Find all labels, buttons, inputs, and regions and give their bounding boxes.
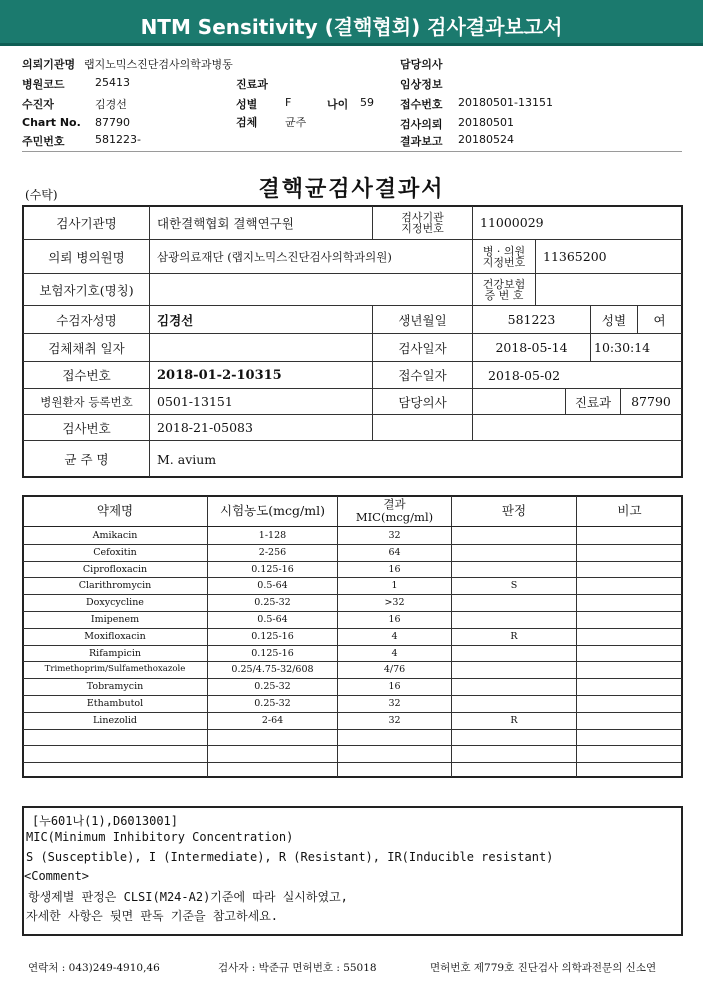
specimen-label: 검체 (236, 116, 258, 129)
concentration-header: 시험농도(mcg/ml) (220, 503, 325, 518)
concentration-cell: 0.5-64 (257, 580, 288, 592)
sex-label: 성별 (236, 98, 258, 111)
report-title: NTM Sensitivity (결핵협회) 검사결과보고서 (140, 15, 563, 39)
concentration-cell: 0.125-16 (251, 647, 294, 659)
receipt-date-value: 2018-05-02 (488, 367, 561, 383)
health-insurance-label: 건강보험 증 번 호 (482, 277, 526, 302)
id-label: 주민번호 (22, 135, 65, 148)
result-report-value: 20180524 (458, 133, 514, 146)
test-date-value: 2018-05-14 (495, 340, 568, 355)
test-request-value: 20180501 (458, 116, 514, 129)
mic-cell: 16 (388, 563, 401, 575)
mic-cell: 4 (391, 647, 398, 659)
sex-value-cell: 여 (653, 312, 666, 328)
reg-no-label: 병원환자 등록번호 (40, 394, 133, 409)
test-no-label: 검사번호 (62, 420, 111, 436)
patient-label: 수진자 (22, 98, 54, 111)
lab-name-value: 대한결핵협회 결핵연구원 (157, 215, 294, 231)
drug-name-cell: Amikacin (92, 530, 138, 541)
dept-value-cell: 87790 (631, 394, 671, 409)
mic-cell: 4 (391, 630, 398, 642)
receipt-tag: (수탁) (25, 188, 58, 202)
drug-name-cell: Cefoxitin (93, 546, 137, 558)
hospital-id-label: 병 · 의원 지정번호 (482, 244, 526, 269)
patient-name-label: 수검자성명 (56, 312, 117, 328)
concentration-cell: 2-256 (258, 546, 287, 558)
receipt-date-label: 접수일자 (398, 368, 447, 383)
test-time-value: 10:30:14 (594, 340, 651, 355)
concentration-cell: 0.125-16 (251, 563, 294, 575)
sex-label-cell: 성별 (601, 312, 627, 328)
chart-value: 87790 (95, 116, 130, 129)
chart-label: Chart No. (22, 116, 81, 129)
footer-contact: 연락처 : 043)249-4910,46 (28, 962, 160, 974)
mic-cell: 32 (388, 530, 401, 541)
note-comment-2: 자세한 사항은 뒷면 판독 기준을 참고하세요. (26, 909, 279, 923)
remark-header: 비고 (617, 503, 642, 518)
lab-name-label: 검사기관명 (56, 215, 117, 231)
assigned-doctor-value (480, 389, 564, 414)
judgment-cell: R (510, 714, 518, 726)
assigned-doctor-label: 담당의사 (398, 394, 447, 410)
patient-name-value: 김경선 (157, 312, 194, 328)
hospital-code-value: 25413 (95, 76, 130, 89)
mic-cell: 32 (388, 698, 401, 709)
receipt-no-value-cell: 2018-01-2-10315 (157, 367, 282, 383)
judgment-cell: R (510, 630, 518, 642)
drug-name-cell: Moxifloxacin (84, 630, 146, 642)
reg-no-value: 0501-13151 (157, 394, 233, 409)
insured-label: 보험자기호(명칭) (39, 282, 134, 298)
note-code: [누601나(1),D6013001] (32, 814, 179, 828)
hospital-id-value: 11365200 (543, 249, 607, 264)
result-report-label: 결과보고 (400, 135, 443, 148)
drug-name-cell: Rifampicin (89, 647, 141, 659)
lab-id-label: 검사기관 지정번호 (401, 210, 444, 235)
specimen-value: 균주 (285, 116, 307, 129)
request-org-value: 랩지노믹스진단검사의학과병동 (84, 58, 233, 71)
document-title: 결핵균검사결과서 (258, 176, 445, 202)
dept-label: 진료과 (236, 78, 268, 91)
concentration-cell: 0.25/4.75-32/608 (231, 664, 314, 676)
judgment-header: 판정 (501, 503, 527, 518)
drug-name-cell: Ethambutol (86, 698, 144, 709)
clinical-label: 임상정보 (400, 78, 443, 91)
insured-value (157, 274, 471, 305)
receipt-no-value: 20180501-13151 (458, 96, 553, 109)
test-no-value: 2018-21-05083 (157, 420, 253, 435)
strain-value: M. avium (157, 451, 217, 467)
receipt-no-label-cell: 접수번호 (62, 368, 111, 383)
sex-value: F (285, 96, 292, 109)
note-mic: MIC(Minimum Inhibitory Concentration) (26, 830, 294, 844)
mic-cell: >32 (384, 597, 405, 609)
drug-name-cell: Trimethoprim/Sulfamethoxazole (44, 664, 186, 675)
drug-name-cell: Doxycycline (86, 597, 144, 609)
concentration-cell: 0.25-32 (254, 698, 291, 709)
lab-id-value: 11000029 (480, 215, 544, 230)
footer-license: 면허번호 제779호 진단검사 의학과전문의 신소연 (430, 962, 657, 974)
age-value: 59 (360, 96, 374, 109)
concentration-cell: 0.25-32 (254, 681, 291, 693)
concentration-cell: 0.125-16 (251, 630, 294, 642)
drug-name-cell: Ciprofloxacin (82, 563, 148, 575)
request-org-label: 의뢰기관명 (22, 58, 76, 71)
dept-label-cell: 진료과 (574, 394, 612, 410)
drug-header: 약제명 (96, 503, 134, 518)
footer-examiner: 검사자 : 박준규 면허번호 : 55018 (218, 962, 377, 974)
mic-cell: 32 (388, 714, 401, 726)
concentration-cell: 0.25-32 (254, 597, 291, 609)
doctor-label: 담당의사 (400, 58, 443, 71)
hospital-code-label: 병원코드 (22, 78, 65, 91)
mic-cell: 16 (388, 614, 401, 625)
mic-cell: 64 (388, 546, 401, 558)
mic-cell: 4/76 (383, 664, 406, 676)
concentration-cell: 2-64 (261, 714, 284, 726)
patient-value: 김경선 (95, 98, 127, 111)
concentration-cell: 1-128 (258, 530, 287, 541)
mic-cell: 16 (388, 681, 401, 693)
note-comment-tag: <Comment> (24, 869, 90, 883)
drug-name-cell: Imipenem (90, 614, 140, 625)
drug-name-cell: Linezolid (93, 714, 137, 726)
test-date-label: 검사일자 (398, 340, 447, 356)
request-hospital-label: 의뢰 병의원명 (48, 249, 125, 265)
id-value: 581223- (95, 133, 141, 146)
mic-header: 결과 MIC(mcg/ml) (355, 497, 434, 524)
collect-date-label: 검체채취 일자 (48, 340, 125, 356)
test-request-label: 검사의뢰 (400, 118, 443, 131)
note-legend: S (Susceptible), I (Intermediate), R (Resistant), IR(Inducible resistant) (26, 850, 554, 864)
concentration-cell: 0.5-64 (257, 614, 288, 625)
note-comment-1: 항생제별 판정은 CLSI(M24-A2)기준에 따라 실시하였고, (28, 890, 348, 904)
birth-label: 생년월일 (398, 312, 447, 328)
mic-cell: 1 (391, 580, 398, 592)
drug-name-cell: Clarithromycin (78, 580, 152, 592)
strain-label: 균 주 명 (64, 452, 109, 467)
birth-value: 581223 (507, 312, 556, 327)
report-title-bar (0, 0, 703, 46)
receipt-no-label: 접수번호 (400, 98, 443, 111)
collect-date-value (157, 334, 371, 361)
age-label: 나이 (327, 98, 349, 111)
header-divider (22, 151, 682, 152)
drug-name-cell: Tobramycin (86, 681, 144, 693)
judgment-cell: S (510, 580, 518, 592)
request-hospital-value: 삼광의료재단 (랩지노믹스진단검사의학과의원) (157, 249, 392, 264)
